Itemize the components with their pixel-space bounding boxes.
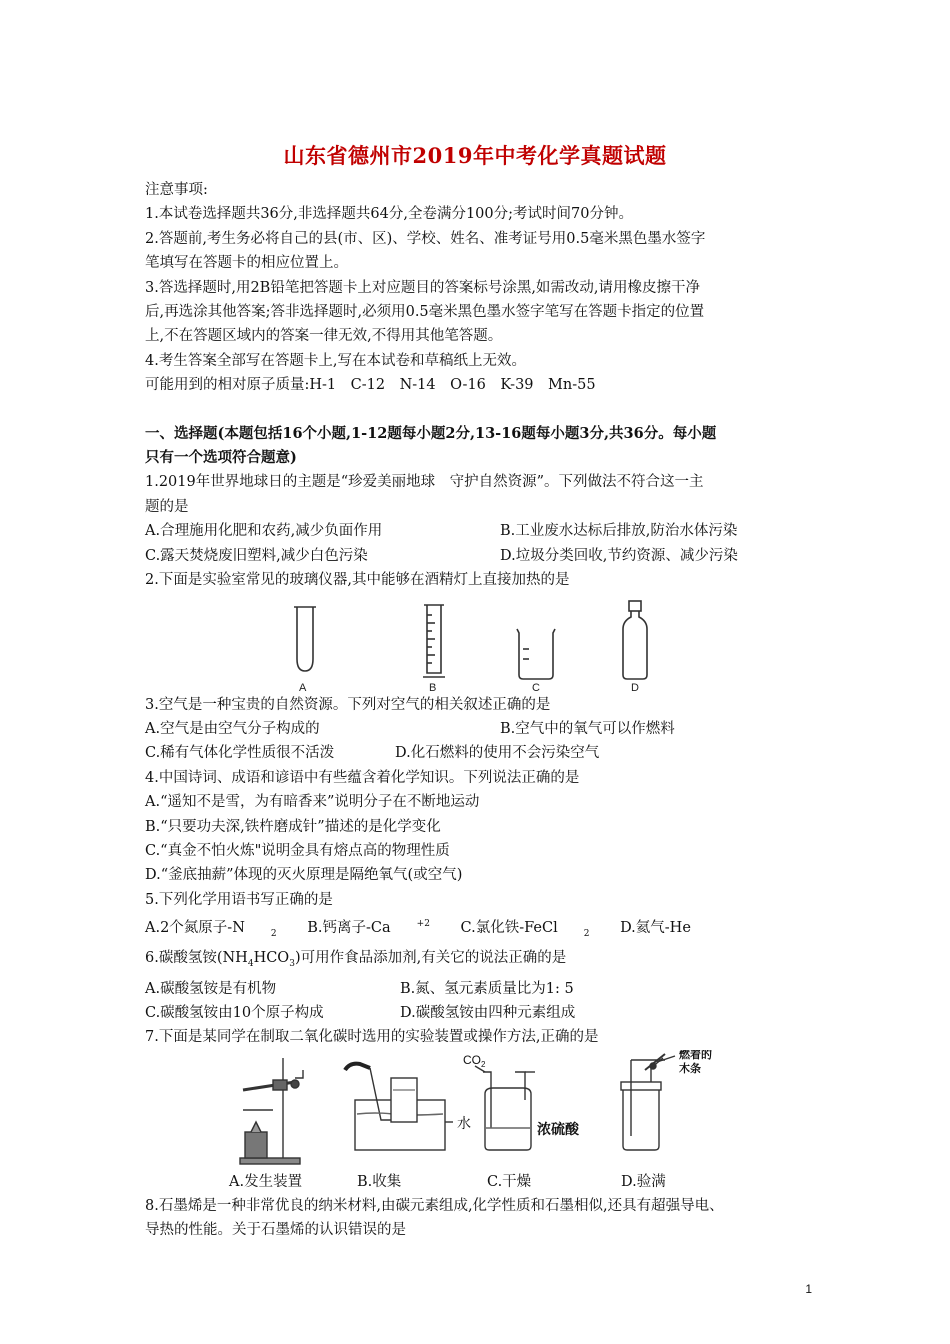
notice-item: 笔填写在答题卡的相应位置上。 (145, 255, 348, 272)
q1-option-c: C.露天焚烧废旧塑料,减少白色污染 (145, 547, 368, 564)
generating-apparatus-icon (240, 1058, 303, 1164)
q6-option-c: C.碳酸氢铵由10个原子构成 (145, 1004, 324, 1021)
notice-item: 4.考生答案全部写在答题卡上,写在本试卷和草稿纸上无效。 (145, 352, 526, 369)
q4-stem: 4.中国诗词、成语和谚语中有些蕴含着化学知识。下列说法正确的是 (145, 769, 580, 786)
q4-option-b: B.“只要功夫深,铁杵磨成针”描述的是化学变化 (145, 818, 441, 835)
graduated-cylinder-icon (423, 605, 445, 677)
q7-option-c: C.干燥 (487, 1173, 532, 1190)
notice-item: 1.本试卷选择题共36分,非选择题共64分,全卷满分100分;考试时间70分钟。 (145, 206, 633, 223)
q7-label-water: 水 (457, 1114, 471, 1131)
q7-label-co2: $CO_2$ (463, 1052, 486, 1069)
q7-label-stick: 木条 (679, 1062, 701, 1075)
section-heading: 一、选择题(本题包括16个小题,1-12题每小题2分,13-16题每小题3分,共36分。每小题 (145, 424, 717, 442)
gas-washing-bottle-icon (475, 1066, 535, 1150)
q5-option-d: D.氦气-He (620, 919, 691, 936)
q6-stem: 6.碳酸氢铵$(NH_4HCO_3)$可用作食品添加剂,有关它的说法正确的是 (145, 950, 567, 970)
gas-bottle-burning-stick-icon (621, 1054, 675, 1150)
q1-option-d: D.垃圾分类回收,节约资源、减少污染 (500, 547, 738, 564)
q8-stem: 8.石墨烯是一种非常优良的纳米材料,由碳元素组成,化学性质和石墨相似,还具有超强导电、 (145, 1197, 724, 1214)
page-number: 1 (805, 1282, 812, 1296)
q3-option-b: B.空气中的氧气可以作燃料 (500, 720, 675, 737)
q4-option-c: C.“真金不怕火炼"说明金具有熔点高的物理性质 (145, 842, 450, 859)
notice-item: 上,不在答题区域内的答案一律无效,不得用其他笔答题。 (145, 328, 503, 345)
q3-option-d: D.化石燃料的使用不会污染空气 (395, 745, 600, 762)
q6-option-b: B.氮、氢元素质量比为1: 5 (400, 980, 574, 997)
q7-stem: 7.下面是某同学在制取二氧化碳时选用的实验装置或操作方法,正确的是 (145, 1029, 599, 1046)
reagent-bottle-icon (623, 601, 647, 679)
q6-option-a: A.碳酸氢铵是有机物 (145, 980, 277, 997)
q8-stem: 导热的性能。关于石墨烯的认识错误的是 (145, 1222, 406, 1239)
atomic-mass: 可能用到的相对原子质量:H-1 C-12 N-14 O-16 K-39 Mn-55 (145, 377, 596, 394)
notice-item: 2.答题前,考生务必将自己的县(市、区)、学校、姓名、准考证号用0.5毫米黑色墨水签字 (145, 230, 706, 247)
q3-stem: 3.空气是一种宝贵的自然资源。下列对空气的相关叙述正确的是 (145, 696, 551, 713)
q2-label-b: B (429, 681, 437, 693)
beaker-icon (517, 629, 555, 679)
q2-label-d: D (631, 681, 639, 693)
exam-body (145, 178, 815, 1243)
water-trough-icon (345, 1063, 453, 1149)
q1-option-a: A.合理施用化肥和农药,减少负面作用 (145, 523, 383, 540)
q5-stem: 5.下列化学用语书写正确的是 (145, 891, 333, 908)
q2-label-a: A (299, 681, 307, 693)
q2-stem: 2.下面是实验室常见的玻璃仪器,其中能够在酒精灯上直接加热的是 (145, 572, 570, 589)
page-title: 山东省德州市2019年中考化学真题试题 (283, 143, 667, 168)
q2-glassware-figure (145, 593, 815, 693)
q7-label-stick: 燃着的 (679, 1049, 712, 1061)
section-heading: 只有一个选项符合题意) (145, 449, 297, 467)
q7-option-d: D.验满 (621, 1173, 666, 1190)
q2-label-c: C (532, 681, 540, 693)
notice-item: 后,再选涂其他答案;答非选择题时,必须用0.5毫米黑色墨水签字笔写在答题卡指定的位置 (145, 304, 705, 321)
q6-option-d: D.碳酸氢铵由四种元素组成 (400, 1004, 576, 1021)
q4-option-d: D.“釜底抽薪”体现的灭火原理是隔绝氧气(或空气) (145, 867, 463, 884)
q1-option-b: B.工业废水达标后排放,防治水体污染 (500, 523, 738, 540)
q1-stem: 1.2019年世界地球日的主题是“珍爱美丽地球 守护自然资源”。下列做法不符合这一主 (145, 474, 704, 491)
q7-option-a: A.发生装置 (229, 1173, 303, 1190)
q7-apparatus-figure (145, 1050, 815, 1170)
notice-heading: 注意事项: (145, 182, 208, 198)
q5-option-b: B.钙离子-Ca $^{+2}$ (307, 919, 430, 936)
q3-option-a: A.空气是由空气分子构成的 (145, 720, 320, 737)
test-tube-icon (294, 607, 316, 671)
q7-option-b: B.收集 (357, 1173, 402, 1190)
q1-stem: 题的是 (145, 498, 189, 515)
q4-option-a: A.“遥知不是雪，为有暗香来”说明分子在不断地运动 (145, 794, 480, 811)
notice-item: 3.答选择题时,用2B铅笔把答题卡上对应题目的答案标号涂黑,如需改动,请用橡皮擦干净 (145, 279, 701, 296)
q5-option-a: A.2个氮原子-N $_2$ (145, 919, 277, 939)
q5-option-c: C.氯化铁-FeCl $_2$ (460, 919, 590, 939)
q7-label-acid: 浓硫酸 (537, 1120, 579, 1137)
q3-option-c: C.稀有气体化学性质很不活泼 (145, 745, 335, 762)
